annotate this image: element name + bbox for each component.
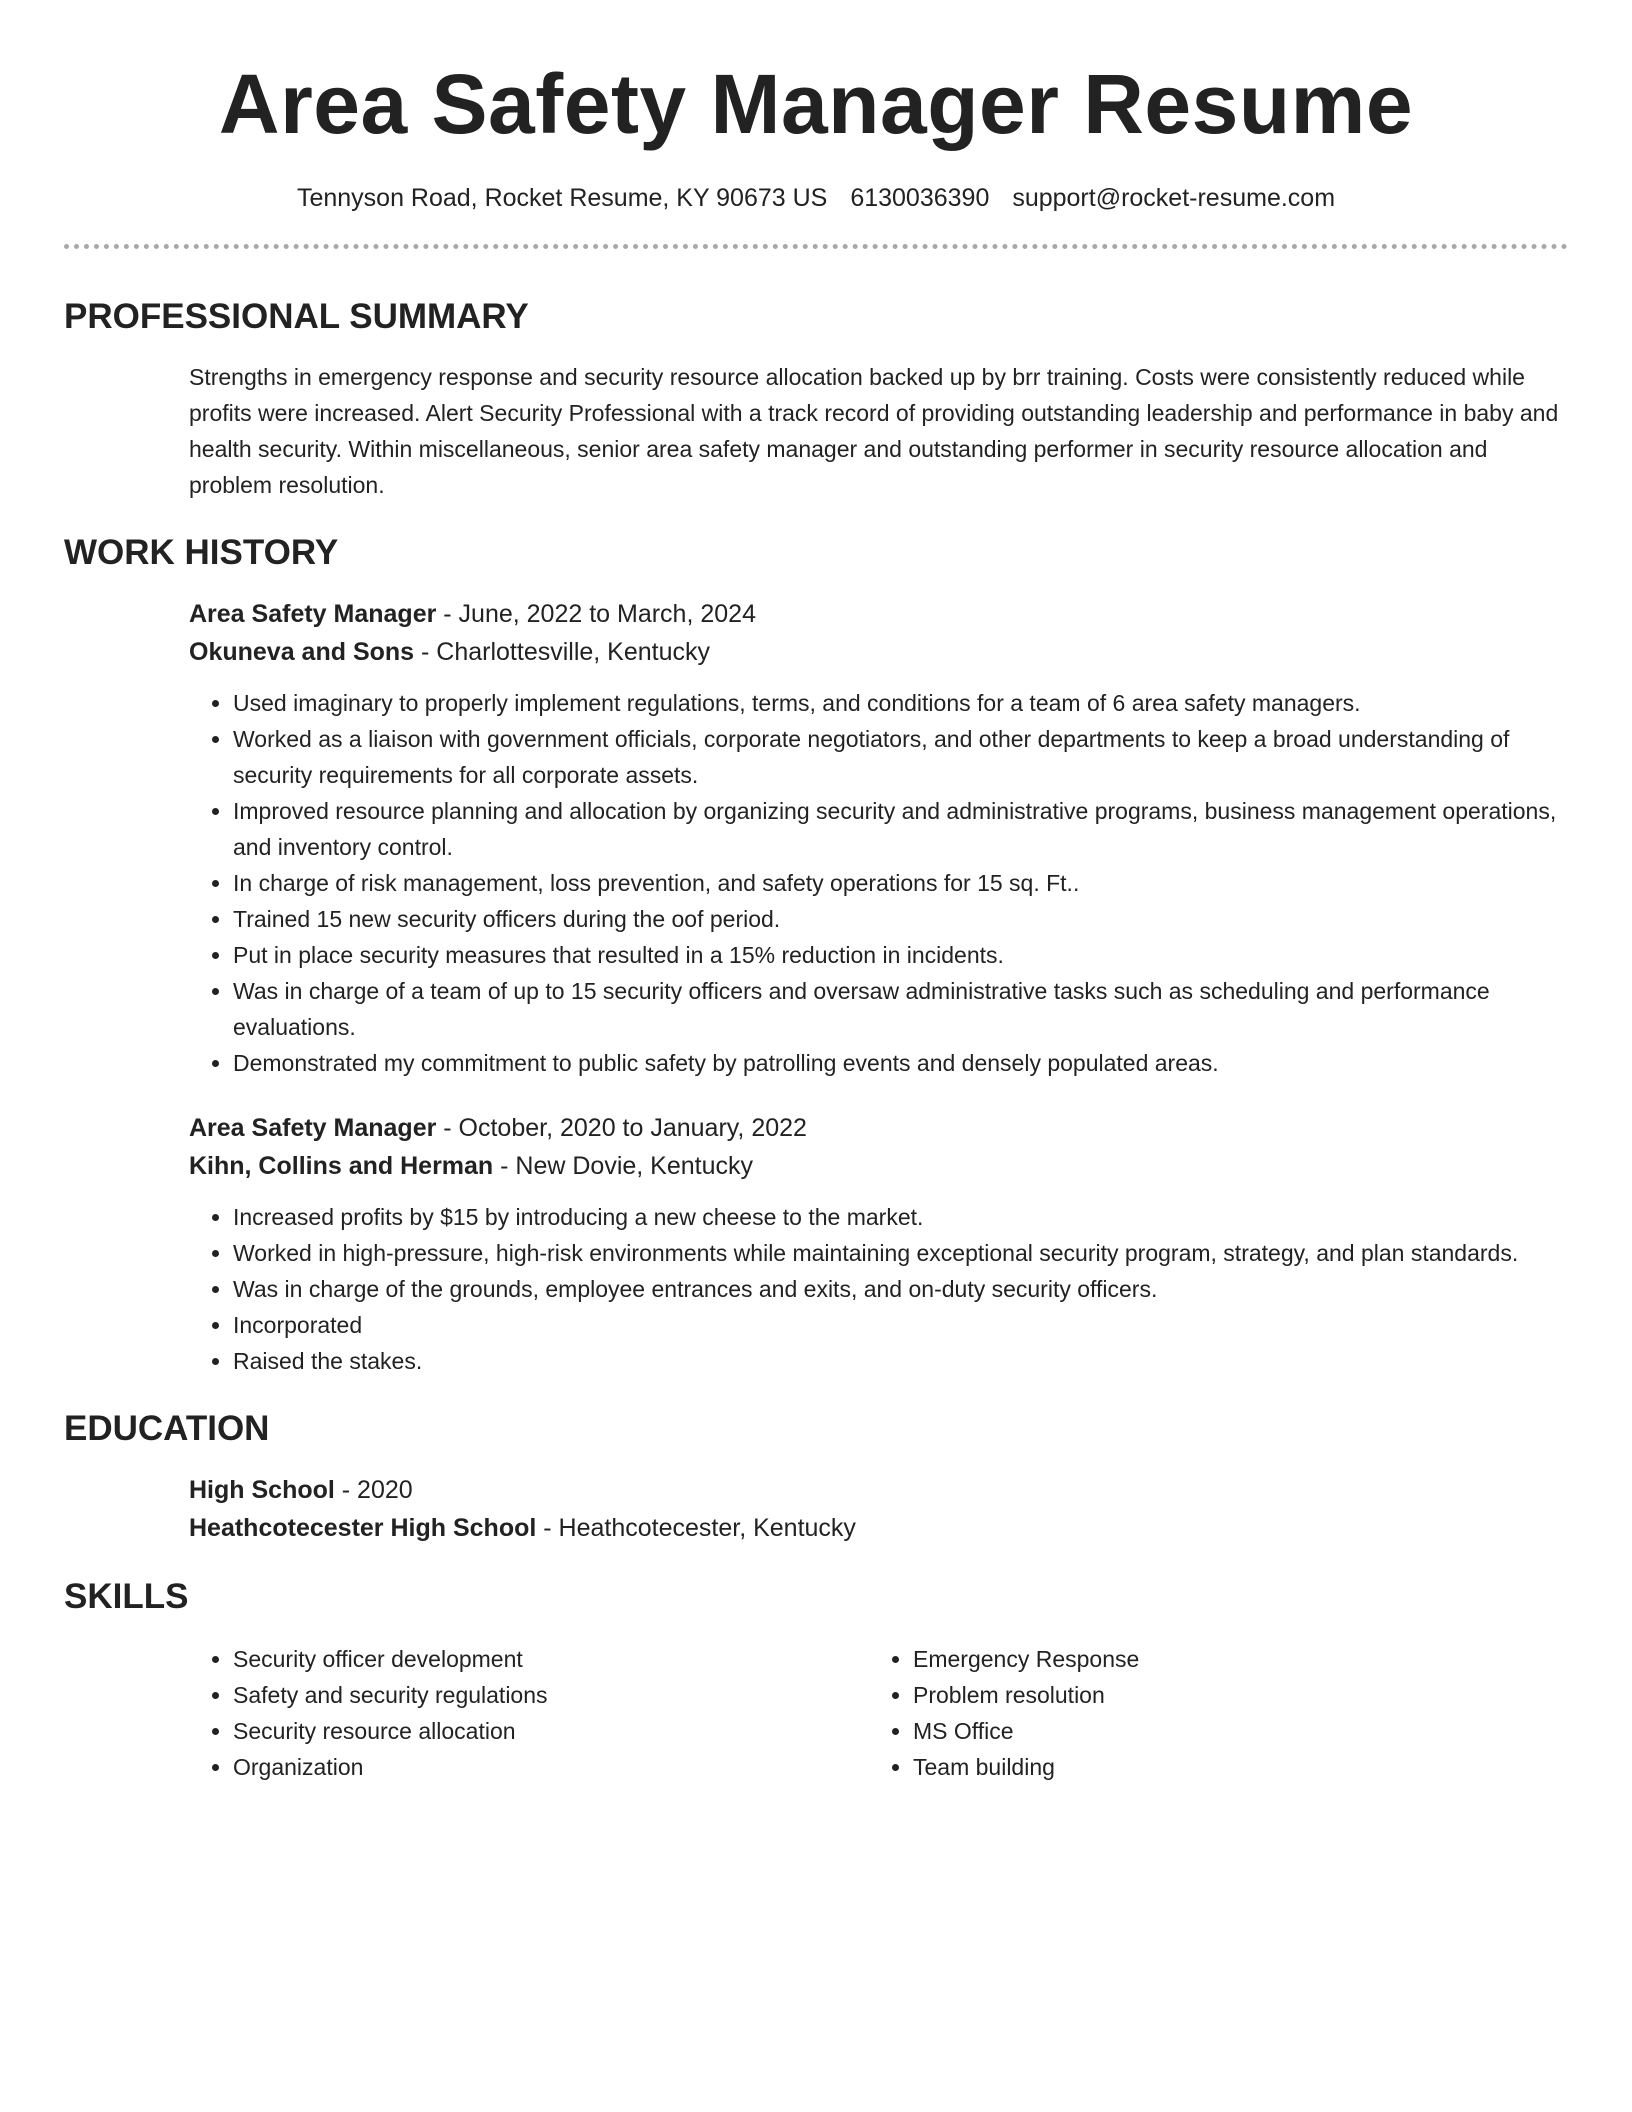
- job-bullet: • Increased profits by $15 by introducing a new cheese to the market.: [233, 1199, 1568, 1235]
- contact-line: [64, 182, 1568, 214]
- skill-item: • Safety and security regulations: [233, 1677, 869, 1713]
- job-company-line: [189, 1147, 1568, 1185]
- job-bullet: • Improved resource planning and allocation by organizing security and administrative programs, business management operations, and inventory control.: [233, 793, 1568, 865]
- education-entry: [189, 1471, 1568, 1547]
- summary-heading: PROFESSIONAL SUMMARY: [64, 297, 529, 336]
- skill-item: • Security resource allocation: [233, 1713, 869, 1749]
- resume-title: Area Safety Manager Resume: [218, 57, 1414, 151]
- skill-item: • Organization: [233, 1749, 869, 1785]
- education-year: - 2020: [334, 1476, 413, 1504]
- skills-column-left: [189, 1641, 869, 1785]
- job-location: - New Dovie, Kentucky: [493, 1152, 754, 1180]
- skill-item: • Security officer development: [233, 1641, 869, 1677]
- job-company: Okuneva and Sons: [189, 638, 415, 666]
- skills-columns: [189, 1641, 1568, 1785]
- education-heading: EDUCATION: [64, 1409, 270, 1448]
- job-title: Area Safety Manager: [189, 1114, 437, 1142]
- job-bullet: • Worked as a liaison with government officials, corporate negotiators, and other departments to keep a broad understanding of security requirements for all corporate assets.: [233, 721, 1568, 793]
- education-location: - Heathcotecester, Kentucky: [536, 1514, 856, 1542]
- job-bullet: • In charge of risk management, loss prevention, and safety operations for 15 sq. Ft..: [233, 865, 1568, 901]
- job-title-line: [189, 595, 1568, 633]
- skill-item: • Emergency Response: [913, 1641, 1549, 1677]
- job-bullet: • Put in place security measures that resulted in a 15% reduction in incidents.: [233, 937, 1568, 973]
- job-bullet: • Worked in high-pressure, high-risk environments while maintaining exceptional security program, strategy, and plan standards.: [233, 1235, 1568, 1271]
- resume-page: [64, 0, 1568, 1785]
- skills-heading: SKILLS: [64, 1577, 189, 1616]
- job-entry: [189, 1109, 1568, 1379]
- skill-item: • Team building: [913, 1749, 1549, 1785]
- skills-list-left: [189, 1641, 869, 1785]
- job-bullet: • Used imaginary to properly implement regulations, terms, and conditions for a team of 6 area safety managers.: [233, 685, 1568, 721]
- work-history-heading: WORK HISTORY: [64, 533, 339, 572]
- contact-address: Tennyson Road, Rocket Resume, KY 90673 US: [296, 184, 828, 212]
- education-section: [64, 1407, 1568, 1547]
- contact-phone: 6130036390: [850, 184, 990, 212]
- job-bullets: [189, 1199, 1568, 1379]
- header-divider: [64, 244, 1568, 249]
- job-entry: [189, 595, 1568, 1081]
- job-bullet: • Trained 15 new security officers during the oof period.: [233, 901, 1568, 937]
- job-company-line: [189, 633, 1568, 671]
- job-title-line: [189, 1109, 1568, 1147]
- job-dates: - October, 2020 to January, 2022: [436, 1114, 807, 1142]
- skills-section: [64, 1575, 1568, 1785]
- job-bullets: [189, 685, 1568, 1081]
- skills-list-right: [869, 1641, 1549, 1785]
- education-degree-line: [189, 1471, 1568, 1509]
- skill-item: • MS Office: [913, 1713, 1549, 1749]
- summary-text: Strengths in emergency response and security resource allocation backed up by brr training. Costs were consistently reduced while profits were increased. Alert Security Professional with a track record of providing outstanding leadership and performance in baby and health security. Within miscellaneous, senior area safety manager and outstanding performer in security resource allocation and problem resolution.: [189, 364, 1559, 498]
- job-bullet: • Was in charge of a team of up to 15 security officers and oversaw administrative tasks such as scheduling and performance evaluations.: [233, 973, 1568, 1045]
- job-dates: - June, 2022 to March, 2024: [436, 600, 756, 628]
- work-history-section: [64, 531, 1568, 1379]
- job-bullet: • Was in charge of the grounds, employee entrances and exits, and on-duty security officers.: [233, 1271, 1568, 1307]
- job-company: Kihn, Collins and Herman: [189, 1152, 494, 1180]
- education-degree: High School: [189, 1476, 335, 1504]
- job-location: - Charlottesville, Kentucky: [414, 638, 711, 666]
- job-title: Area Safety Manager: [189, 600, 437, 628]
- skills-column-right: [869, 1641, 1549, 1785]
- skill-item: • Problem resolution: [913, 1677, 1549, 1713]
- education-school-line: [189, 1509, 1568, 1547]
- job-bullet: • Raised the stakes.: [233, 1343, 1568, 1379]
- summary-section: [64, 295, 1568, 503]
- job-bullet: • Demonstrated my commitment to public safety by patrolling events and densely populated areas.: [233, 1045, 1568, 1081]
- job-bullet: • Incorporated: [233, 1307, 1568, 1343]
- education-school: Heathcotecester High School: [189, 1514, 537, 1542]
- contact-email: support@rocket-resume.com: [1012, 184, 1336, 212]
